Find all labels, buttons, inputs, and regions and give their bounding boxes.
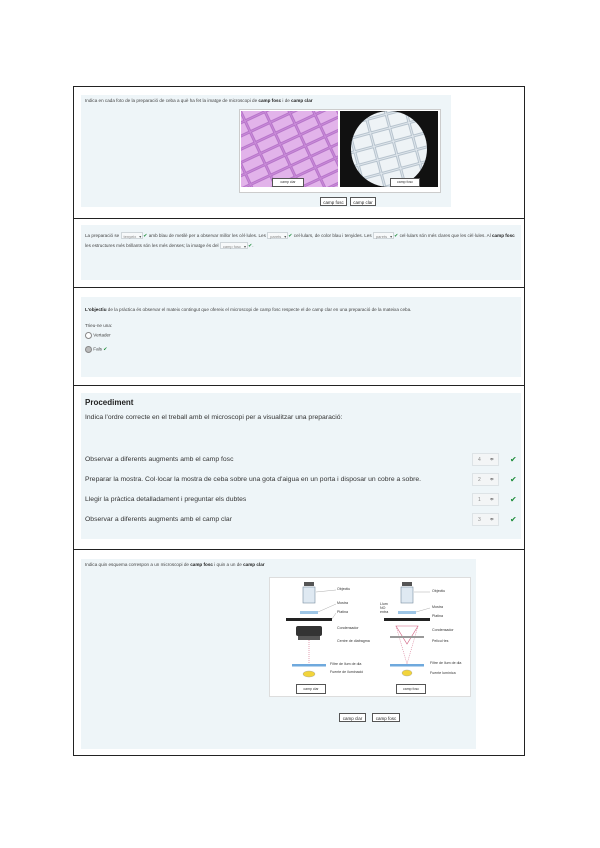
order-row-4: Observar a diferents augments amb el camp clar [85, 516, 232, 523]
order-select-3[interactable]: 1 ≑ [472, 493, 499, 506]
select-3[interactable]: parets ▾ [373, 232, 394, 239]
label-mostra: Mostra [337, 601, 348, 605]
radio-icon[interactable] [85, 332, 92, 339]
check-icon: ✔ [143, 233, 148, 239]
order-row-2: Preparar la mostra. Col·locar la mostra de ceba sobre una gota d'aigua en un porta i disposar un cobre a sobre. [85, 476, 422, 483]
order-select-2[interactable]: 2 ≑ [472, 473, 499, 486]
label-objectiu-r: Objectiu [432, 589, 446, 593]
question-2 [81, 225, 521, 280]
section-divider [74, 385, 524, 386]
check-icon: ✔ [103, 346, 108, 353]
section-divider [74, 218, 524, 219]
left-photo-tag: camp clar [272, 178, 304, 187]
right-photo-tag: camp fosc [390, 178, 420, 187]
microscope-schematics [270, 578, 470, 696]
order-row-1: Observar a diferents augments amb el camp fosc [85, 456, 234, 463]
microscope-diagram [269, 577, 471, 697]
drag-option-camp-clar[interactable]: camp clar [339, 713, 366, 722]
right-scheme-tag: camp fosc [396, 684, 426, 694]
option-vertader[interactable]: Vertader [85, 332, 517, 339]
drag-option-camp-fosc[interactable]: camp fosc [372, 713, 400, 722]
option-fals[interactable]: Fals ✔ [85, 346, 517, 353]
label-condensador-r: Condensador [432, 628, 454, 632]
label-mostra-r: Mostra [432, 605, 443, 609]
question-3-text: L'objectiu de la pràctica és observar el mateix contingut que ofereix el microscopi de camp fosc respecte el de camp clar en una preparació de la mateixa ceba. [85, 307, 412, 312]
drag-option-camp-clar[interactable]: camp clar [350, 197, 376, 206]
check-icon: ✔ [510, 455, 517, 464]
select-4[interactable]: camp fosc ▾ [220, 242, 248, 249]
question-5 [81, 559, 476, 749]
label-filtre: Filtre de llum de dia [330, 662, 362, 666]
section-title: Procediment [85, 398, 134, 407]
left-scheme-tag: camp clar [296, 684, 326, 694]
check-icon: ✔ [510, 515, 517, 524]
check-icon: ✔ [288, 233, 293, 239]
question-1 [81, 95, 451, 207]
label-fuente-r: Fuente lumínica [430, 671, 456, 675]
label-llum-no-entra: Llum NO entra [380, 602, 389, 614]
select-2[interactable]: parets ▾ [267, 232, 288, 239]
order-select-1[interactable]: 4 ≑ [472, 453, 499, 466]
question-4 [81, 393, 521, 539]
onion-image-pair [239, 109, 441, 193]
quiz-print-frame [73, 86, 525, 756]
label-filtre-r: Filtre de llum de dia [430, 661, 462, 665]
label-condensador: Condensador [337, 626, 359, 630]
radio-selected-icon[interactable] [85, 346, 92, 353]
label-diafragma: Centre de diafragma [337, 639, 370, 643]
select-1[interactable]: tenyeix ▾ [121, 232, 144, 239]
check-icon: ✔ [510, 495, 517, 504]
label-platina-r: Platina [432, 614, 443, 618]
check-icon: ✔ [510, 475, 517, 484]
question-3 [81, 297, 521, 377]
section-divider [74, 549, 524, 550]
order-row-3: Llegir la pràctica detalladament i preguntar els dubtes [85, 496, 247, 503]
question-1-prompt: Indica en cada foto de la preparació de ceba a què ha fet la imatge de microscopi de camp fosc i de camp clar [85, 98, 313, 103]
check-icon: ✔ [248, 243, 253, 249]
question-2-text: La preparació se tenyeix ▾ ✔ amb blau de metilè per a observar millor les cèl·lules. Les parets ▾ ✔ cel·lulars, de color blau i tenyides. Les parets ▾ ✔ cel·lulars són més clares que les cèl·lules. Al camp fosc les estructures més brillants són les més denses; la imatge és del camp fosc ▾ ✔. [85, 231, 517, 251]
order-select-4[interactable]: 3 ≑ [472, 513, 499, 526]
answer-label: Trieu-ne una: [85, 323, 113, 328]
label-objectiu: Objectiu [337, 587, 351, 591]
check-icon: ✔ [394, 233, 399, 239]
label-pelicules-r: Pelicul·les [432, 639, 449, 643]
label-platina: Platina [337, 610, 348, 614]
order-instruction: Indica l'ordre correcte en el treball amb el microscopi per a visualitzar una preparació: [85, 414, 343, 421]
section-divider [74, 287, 524, 288]
label-fuente: Fuente de iluminació [330, 670, 364, 674]
drag-option-camp-fosc[interactable]: camp fosc [320, 197, 347, 206]
question-5-prompt: Indica quin esquema correspon a un microscopi de camp fosc i quin a un de camp clar [85, 562, 265, 567]
